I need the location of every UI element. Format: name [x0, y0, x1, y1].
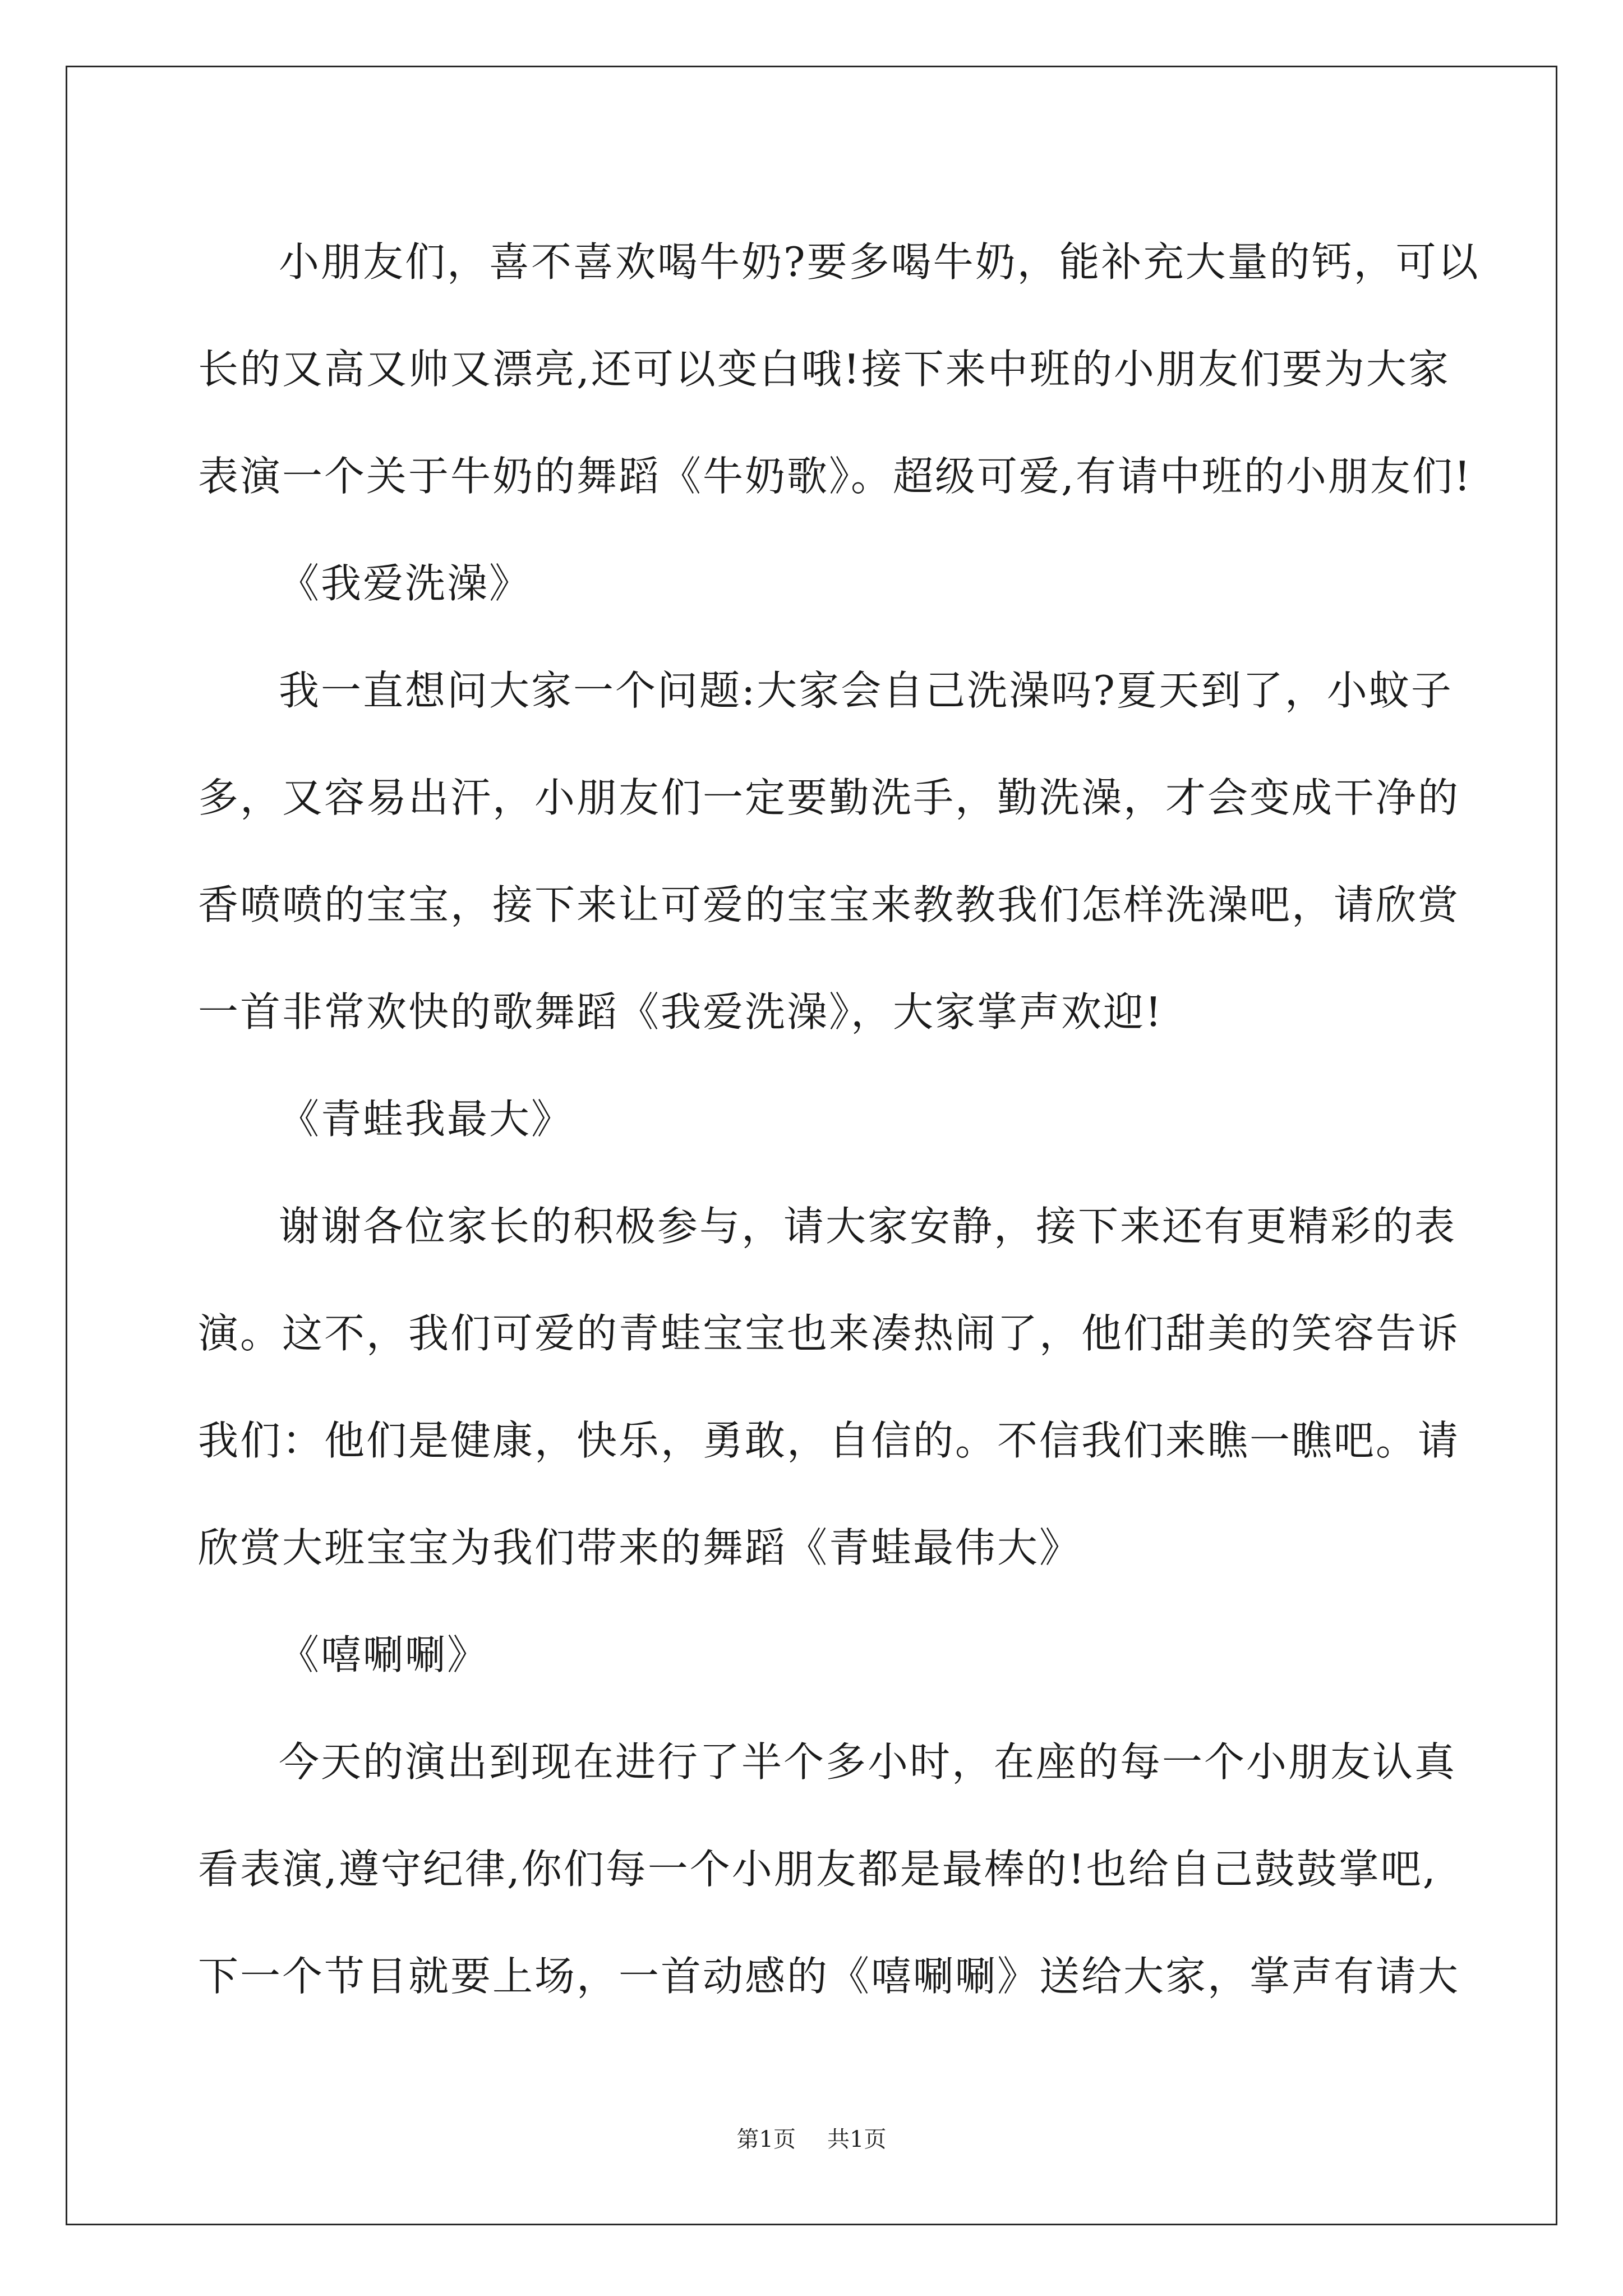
text-line: 《青蛙我最大》 — [279, 1096, 574, 1143]
text-line: 多，又容易出汗，小朋友们一定要勤洗手，勤洗澡，才会变成干净的 — [198, 774, 1460, 821]
heading-frog-is-biggest — [198, 1066, 1427, 1173]
document-body — [198, 209, 1480, 2030]
paragraph-milk-song — [198, 209, 1480, 530]
page-total: 共1页 — [827, 2127, 887, 2152]
text-line: 今天的演出到现在进行了半个多小时，在座的每一个小朋友认真 — [279, 1738, 1457, 1786]
paragraph-frog — [198, 1173, 1460, 1602]
text-line: 表演一个关于牛奶的舞蹈《牛奶歌》。超级可爱,有请中班的小朋友们! — [198, 453, 1472, 500]
text-line: 谢谢各位家长的积极参与，请大家安静，接下来还有更精彩的表 — [279, 1203, 1457, 1250]
heading-xishuashua — [198, 1602, 1427, 1709]
text-line: 我们：他们是健康，快乐，勇敢，自信的。不信我们来瞧一瞧吧。请 — [198, 1417, 1460, 1464]
text-line: 演。这不，我们可爱的青蛙宝宝也来凑热闹了，他们甜美的笑容告诉 — [198, 1310, 1460, 1357]
text-line: 长的又高又帅又漂亮,还可以变白哦!接下来中班的小朋友们要为大家 — [198, 346, 1450, 393]
text-line: 小朋友们，喜不喜欢喝牛奶?要多喝牛奶，能补充大量的钙，可以 — [279, 238, 1480, 286]
text-line: 香喷喷的宝宝，接下来让可爱的宝宝来教教我们怎样洗澡吧，请欣赏 — [198, 881, 1460, 928]
page-footer — [0, 2122, 1623, 2154]
page-number: 第1页 — [736, 2127, 796, 2152]
text-line: 看表演,遵守纪律,你们每一个小朋友都是最棒的!也给自己鼓鼓掌吧, — [198, 1846, 1437, 1893]
text-line: 一首非常欢快的歌舞蹈《我爱洗澡》，大家掌声欢迎! — [198, 988, 1163, 1036]
paragraph-xishuashua — [198, 1709, 1460, 2030]
text-line: 下一个节目就要上场，一首动感的《嘻唰唰》送给大家，掌声有请大 — [198, 1953, 1460, 2000]
paragraph-bathing — [198, 637, 1460, 1066]
text-line: 我一直想问大家一个问题:大家会自己洗澡吗?夏天到了，小蚊子 — [279, 667, 1453, 714]
heading-i-love-bathing — [198, 530, 1427, 637]
text-line: 《嘻唰唰》 — [279, 1631, 490, 1678]
text-line: 《我爱洗澡》 — [279, 560, 532, 607]
text-line: 欣赏大班宝宝为我们带来的舞蹈《青蛙最伟大》 — [198, 1524, 1082, 1571]
